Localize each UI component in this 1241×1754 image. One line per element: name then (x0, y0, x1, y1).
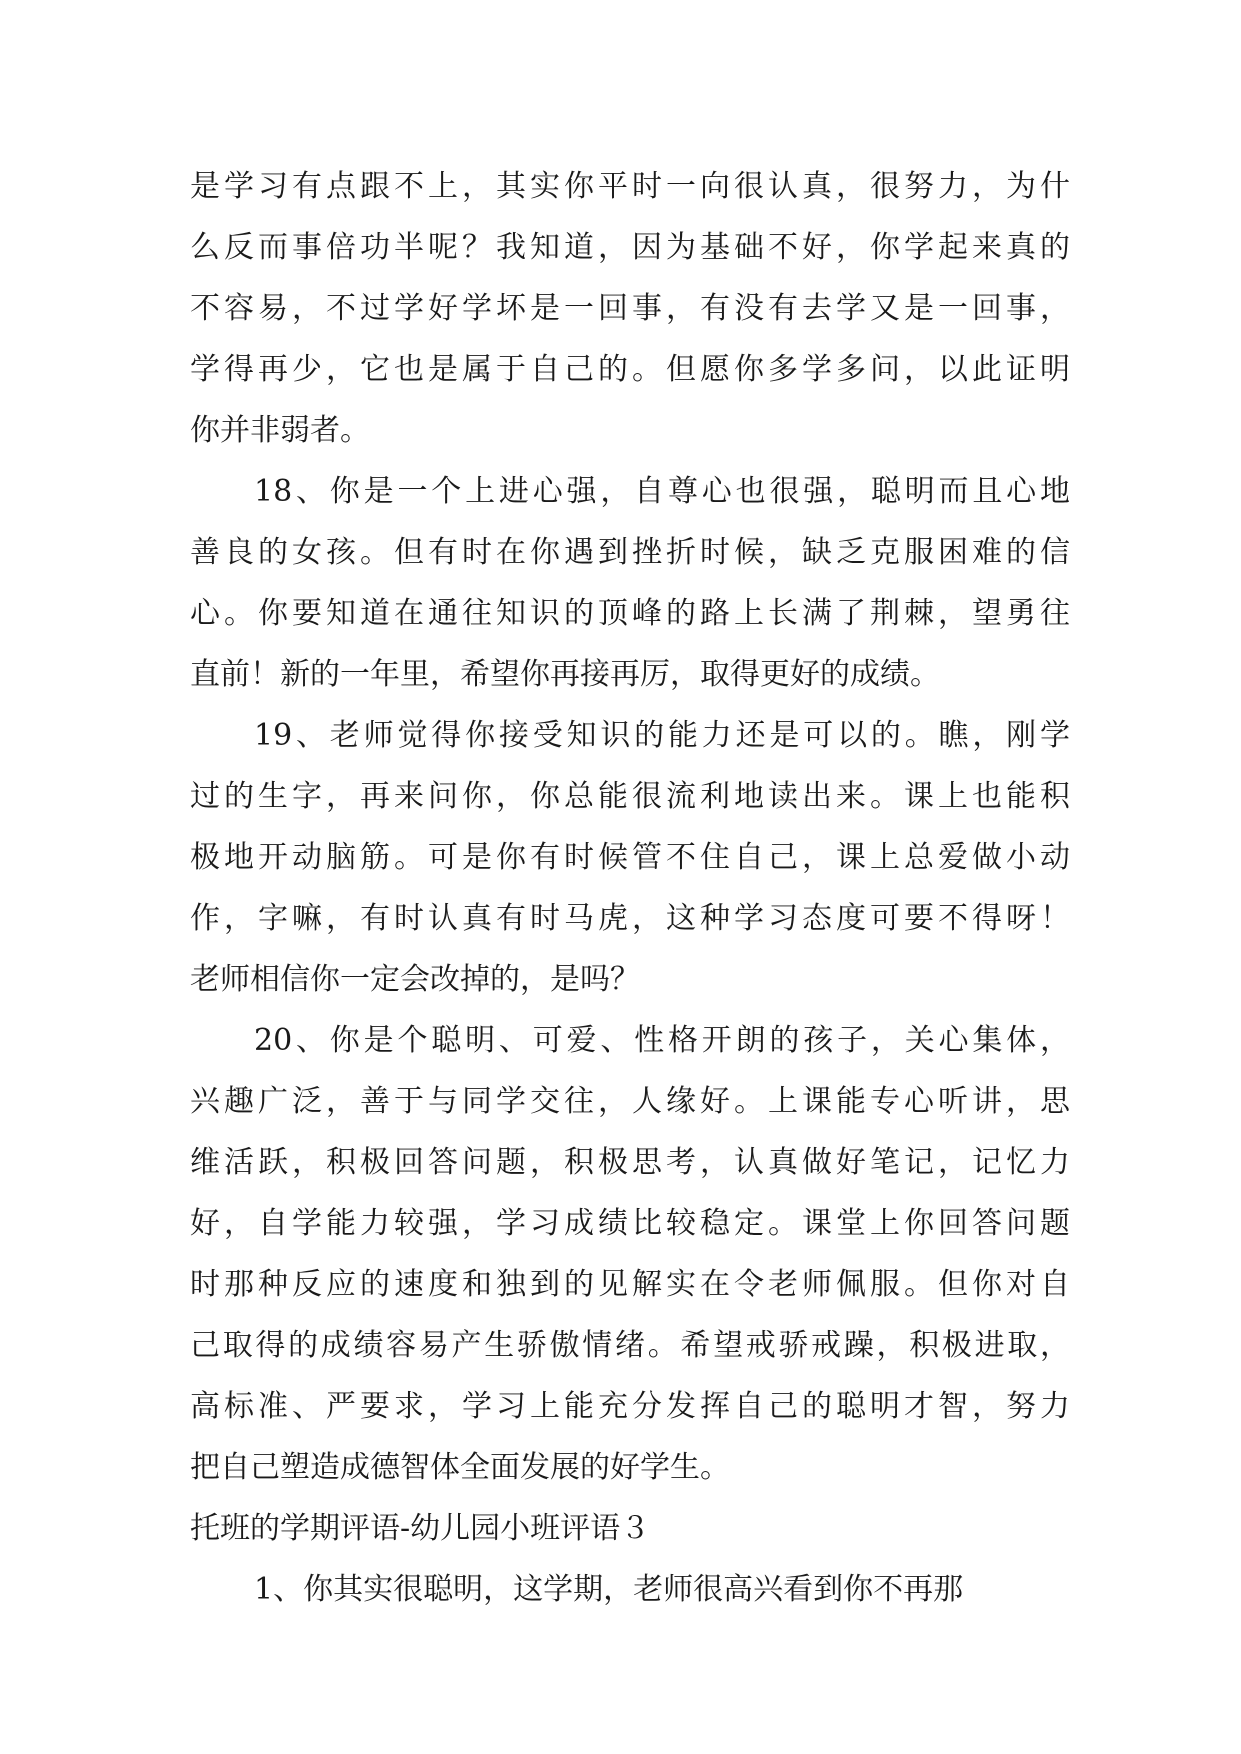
text-line: 兴趣广泛，善于与同学交往，人缘好。上课能专心听讲，思 (190, 1084, 1070, 1119)
text-line: 老师相信你一定会改掉的，是吗？ (190, 962, 640, 997)
text-line: 是学习有点跟不上，其实你平时一向很认真，很努力，为什 (190, 169, 1070, 204)
text-line: 极地开动脑筋。可是你有时候管不住自己，课上总爱做小动 (190, 840, 1070, 875)
text-line: 善良的女孩。但有时在你遇到挫折时候，缺乏克服困难的信 (190, 535, 1070, 570)
text-line: 心。你要知道在通往知识的顶峰的路上长满了荆棘，望勇往 (190, 596, 1070, 631)
text-line: 时那种反应的速度和独到的见解实在令老师佩服。但你对自 (190, 1267, 1070, 1302)
paragraph-18-first-line: 18、你是一个上进心强，自尊心也很强，聪明而且心地 (254, 474, 1070, 509)
paragraph-1-first-line: 1、你其实很聪明，这学期，老师很高兴看到你不再那 (254, 1572, 964, 1607)
text-line: 高标准、严要求，学习上能充分发挥自己的聪明才智，努力 (190, 1389, 1070, 1424)
text-line: 过的生字，再来问你，你总能很流利地读出来。课上也能积 (190, 779, 1070, 814)
text-line: 维活跃，积极回答问题，积极思考，认真做好笔记，记忆力 (190, 1145, 1070, 1180)
paragraph-19-first-line: 19、老师觉得你接受知识的能力还是可以的。瞧，刚学 (254, 718, 1070, 753)
text-line: 学得再少，它也是属于自己的。但愿你多学多问，以此证明 (190, 352, 1070, 387)
text-line: 直前！新的一年里，希望你再接再厉，取得更好的成绩。 (190, 657, 940, 692)
document-body (190, 156, 1070, 1620)
paragraph-20-first-line: 20、你是个聪明、可爱、性格开朗的孩子，关心集体， (254, 1023, 1070, 1058)
text-line: 把自己塑造成德智体全面发展的好学生。 (190, 1450, 730, 1485)
text-line: 你并非弱者。 (190, 413, 370, 448)
text-line: 么反而事倍功半呢？我知道，因为基础不好，你学起来真的 (190, 230, 1070, 265)
text-line: 不容易，不过学好学坏是一回事，有没有去学又是一回事， (190, 291, 1070, 326)
text-line: 作，字嘛，有时认真有时马虎，这种学习态度可要不得呀！ (190, 901, 1070, 936)
text-line: 己取得的成绩容易产生骄傲情绪。希望戒骄戒躁，积极进取， (190, 1328, 1070, 1363)
text-line: 好，自学能力较强，学习成绩比较稳定。课堂上你回答问题 (190, 1206, 1070, 1241)
section-heading: 托班的学期评语-幼儿园小班评语３ (190, 1511, 651, 1546)
